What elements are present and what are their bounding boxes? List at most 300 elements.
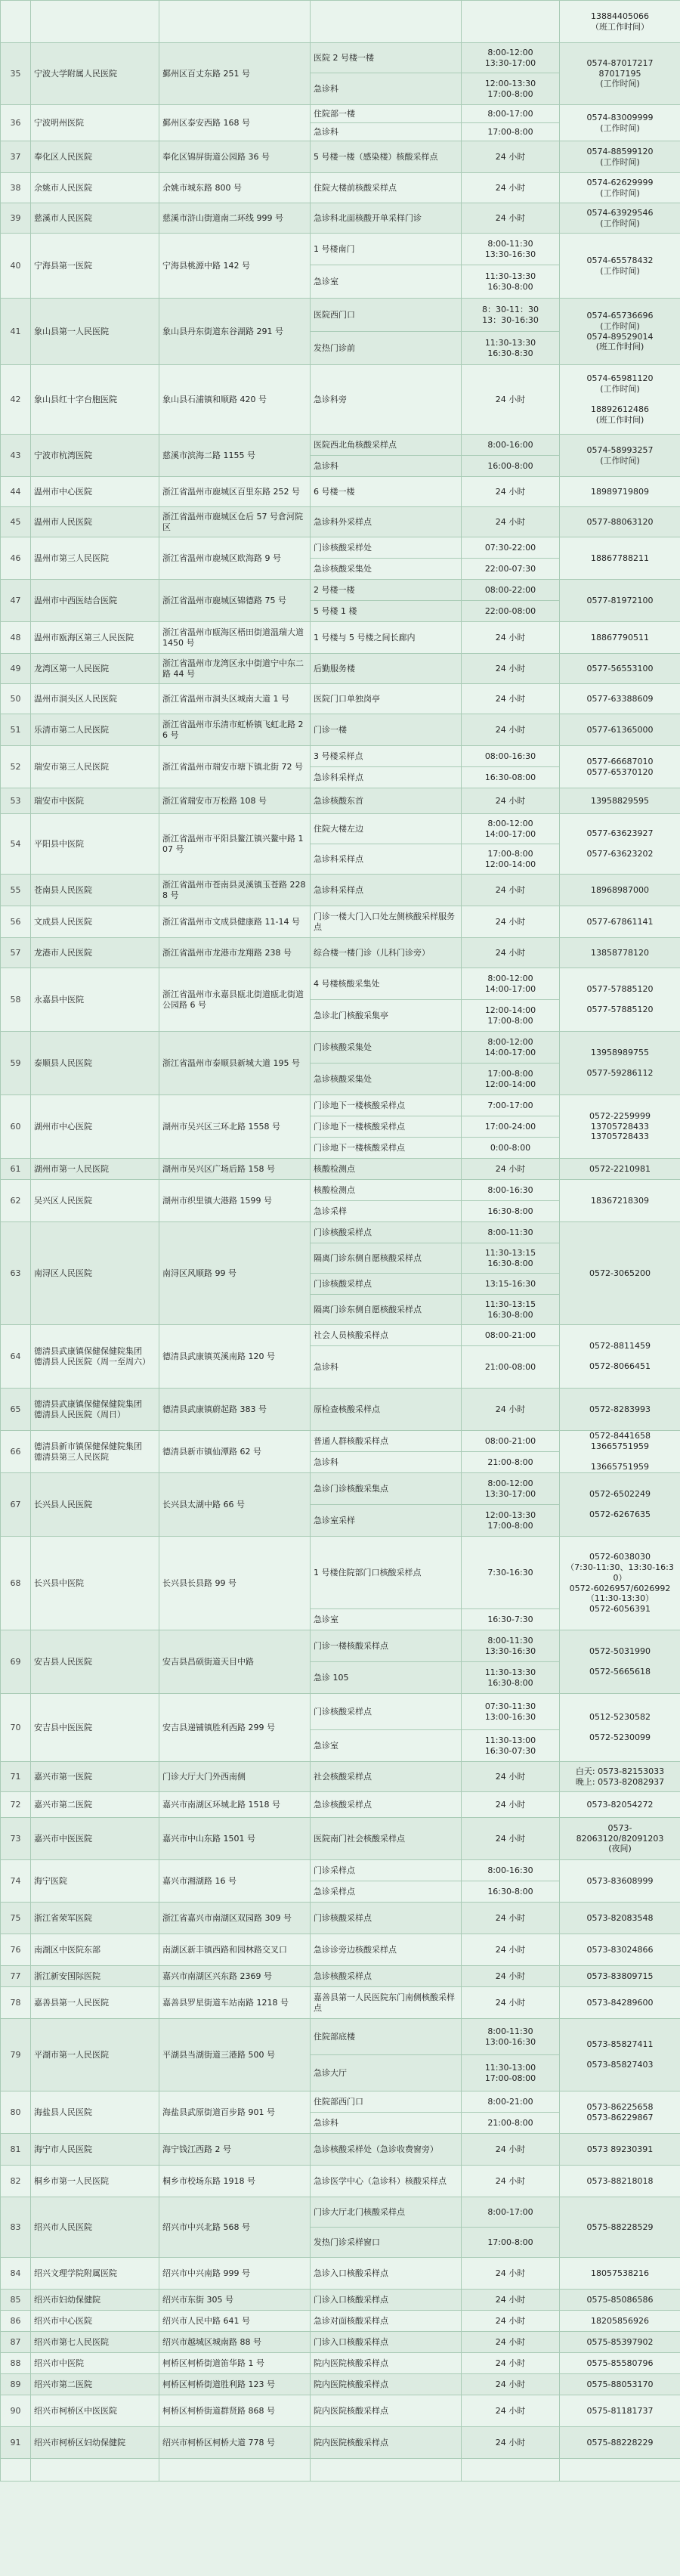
table-row <box>1 1473 680 1505</box>
hospital-name: 平阳县中医院 <box>31 814 159 875</box>
row-number: 65 <box>1 1389 31 1431</box>
contact-phone: 0572-3065200 <box>560 1222 680 1325</box>
hospital-name: 德清县武康镇保健保健院集团 德清县人民医院（周日） <box>31 1389 159 1431</box>
service-hours: 24 小时 <box>462 2353 560 2374</box>
table-row <box>1 746 680 767</box>
hospital-address: 浙江省温州市龙湾区永中街道宁中东二路 44 号 <box>159 654 311 684</box>
contact-phone: 18989719809 <box>560 477 680 507</box>
hospital-address: 象山县丹东街道东谷湖路 291 号 <box>159 299 311 365</box>
table-row <box>1 906 680 938</box>
row-number: 61 <box>1 1159 31 1180</box>
hospital-address: 柯桥区柯桥街道胜利路 123 号 <box>159 2374 311 2395</box>
contact-phone: 0573-82054272 <box>560 1792 680 1818</box>
hospital-address: 绍兴市东街 305 号 <box>159 2290 311 2311</box>
sampling-point: 门诊核酸采样处 <box>311 537 462 559</box>
hospital-address: 绍兴市柯桥区柯桥大道 778 号 <box>159 2427 311 2459</box>
row-number: 49 <box>1 654 31 684</box>
table-row <box>1 173 680 203</box>
service-hours: 24 小时 <box>462 141 560 173</box>
sampling-point: 住院大楼左边 <box>311 814 462 844</box>
contact-phone: 0577-66687010 0577-65370120 <box>560 746 680 788</box>
sampling-point: 门诊大厅北门核酸采样点 <box>311 2197 462 2228</box>
contact-phone: 0572-5031990 0572-5665618 <box>560 1630 680 1694</box>
hospital-address: 浙江省温州市鹿城区百里东路 252 号 <box>159 477 311 507</box>
sampling-point: 3 号楼采样点 <box>311 746 462 767</box>
row-number: 67 <box>1 1473 31 1537</box>
sampling-point: 核酸检测点 <box>311 1180 462 1201</box>
sampling-point: 综合楼一楼门诊（儿科门诊旁） <box>311 938 462 968</box>
row-number: 81 <box>1 2134 31 2166</box>
table-row <box>1 1222 680 1243</box>
contact-phone: 0574-65578432 (工作时间) <box>560 234 680 299</box>
service-hours: 24 小时 <box>462 906 560 938</box>
hospital-name: 湖州市第一人民医院 <box>31 1159 159 1180</box>
service-hours: 24 小时 <box>462 1966 560 1987</box>
contact-phone: 0572-8811459 0572-8066451 <box>560 1325 680 1389</box>
table-row <box>1 2091 680 2113</box>
contact-phone: 0575-88053170 <box>560 2374 680 2395</box>
sampling-point: 急诊科 <box>311 456 462 477</box>
service-hours: 21:00-8:00 <box>462 1452 560 1473</box>
hospital-address: 长兴县长县路 99 号 <box>159 1537 311 1630</box>
contact-phone: 0573-83608999 <box>560 1860 680 1903</box>
hospital-name: 南浔区人民医院 <box>31 1222 159 1325</box>
hospital-name: 海盐县人民医院 <box>31 2091 159 2134</box>
hospital-address: 柯桥区柯桥街道群贤路 868 号 <box>159 2395 311 2427</box>
service-hours: 22:00-07:30 <box>462 559 560 580</box>
service-hours: 24 小时 <box>462 1762 560 1792</box>
contact-phone: 0577-57885120 0577-57885120 <box>560 968 680 1032</box>
sampling-point: 急诊科 <box>311 2113 462 2134</box>
row-number: 91 <box>1 2427 31 2459</box>
table-row <box>1 537 680 559</box>
service-hours: 16:30-8:00 <box>462 1881 560 1903</box>
table-row <box>1 1032 680 1064</box>
row-number: 62 <box>1 1180 31 1222</box>
hospital-name: 桐乡市第一人民医院 <box>31 2166 159 2197</box>
service-hours: 11:30-13:15 16:30-8:00 <box>462 1243 560 1274</box>
sampling-point: 嘉善县第一人民医院东门南侧核酸采样点 <box>311 1987 462 2019</box>
hospital-name: 绍兴市妇幼保健院 <box>31 2290 159 2311</box>
sampling-point: 隔离门诊东侧自愿核酸采样点 <box>311 1295 462 1325</box>
hospital-address: 浙江省温州市乐清市虹桥镇飞虹北路 26 号 <box>159 714 311 746</box>
contact-phone: 18867788211 <box>560 537 680 580</box>
row-number: 52 <box>1 746 31 788</box>
sampling-point: 门诊地下一楼核酸采样点 <box>311 1138 462 1159</box>
service-hours: 21:00-8:00 <box>462 2113 560 2134</box>
hospital-name: 苍南县人民医院 <box>31 875 159 906</box>
hospital-address: 浙江省瑞安市万松路 108 号 <box>159 788 311 814</box>
row-number: 78 <box>1 1987 31 2019</box>
hospital-name: 平湖市第一人民医院 <box>31 2019 159 2091</box>
row-number: 56 <box>1 906 31 938</box>
table-row <box>1 2134 680 2166</box>
table-row <box>1 1903 680 1934</box>
hospital-name: 安吉县中医医院 <box>31 1694 159 1762</box>
sampling-point: 急诊核酸采集处 <box>311 559 462 580</box>
service-hours: 12:00-13:30 17:00-8:00 <box>462 1505 560 1537</box>
hospital-address: 平湖县当湖街道三港路 500 号 <box>159 2019 311 2091</box>
service-hours: 8:00-17:00 <box>462 105 560 123</box>
table-row <box>1 2197 680 2228</box>
service-hours: 21:00-08:00 <box>462 1346 560 1389</box>
sampling-point: 发热门诊前 <box>311 332 462 365</box>
contact-phone: 0572-6038030 （7:30-11:30、13:30-16:30） 0572-6026957/6026992 （11:30-13:30） 0572-6056391 <box>560 1537 680 1630</box>
hospital-name: 嘉兴市中医医院 <box>31 1818 159 1860</box>
sampling-point: 门诊核酸采样点 <box>311 1222 462 1243</box>
table-row <box>1 2290 680 2311</box>
table-row <box>1 2427 680 2459</box>
hospital-address: 鄞州区泰安西路 168 号 <box>159 105 311 141</box>
sampling-point: 6 号楼一楼 <box>311 477 462 507</box>
hospital-address: 浙江省温州市苍南县灵溪镇玉苍路 2288 号 <box>159 875 311 906</box>
hospital-address: 嘉兴市南湖区兴东路 2369 号 <box>159 1966 311 1987</box>
sampling-point: 急诊核酸采集处 <box>311 1064 462 1095</box>
table-row <box>1 1431 680 1452</box>
row-number: 43 <box>1 435 31 477</box>
service-hours: 24 小时 <box>462 622 560 654</box>
hospital-name: 温州市第三人民医院 <box>31 537 159 580</box>
service-hours: 8:00-12:00 14:00-17:00 <box>462 1032 560 1064</box>
row-number: 83 <box>1 2197 31 2258</box>
hospital-address: 德清县新市镇仙潭路 62 号 <box>159 1431 311 1473</box>
hospital-name: 温州市中心医院 <box>31 477 159 507</box>
hospital-address: 绍兴市中兴北路 568 号 <box>159 2197 311 2258</box>
hospital-name: 温州市瓯海区第三人民医院 <box>31 622 159 654</box>
hospital-name: 嘉善县第一人民医院 <box>31 1987 159 2019</box>
table-row <box>1 1762 680 1792</box>
hospital-name: 长兴县中医院 <box>31 1537 159 1630</box>
row-number: 75 <box>1 1903 31 1934</box>
table-row <box>1 1 680 43</box>
row-number: 70 <box>1 1694 31 1762</box>
table-row <box>1 1792 680 1818</box>
hospital-name: 余姚市人民医院 <box>31 173 159 203</box>
row-number: 68 <box>1 1537 31 1630</box>
contact-phone: 0574-58993257 (工作时间) <box>560 435 680 477</box>
sampling-point: 急诊室采样 <box>311 1505 462 1537</box>
service-hours: 24 小时 <box>462 1934 560 1966</box>
table-row <box>1 968 680 1000</box>
contact-phone: 0577-61365000 <box>560 714 680 746</box>
service-hours: 8:00-16:30 <box>462 1180 560 1201</box>
service-hours: 8:00-16:00 <box>462 435 560 456</box>
table-row <box>1 654 680 684</box>
hospital-name: 南湖区中医院东部 <box>31 1934 159 1966</box>
contact-phone: 18867790511 <box>560 622 680 654</box>
contact-phone: 0577-56553100 <box>560 654 680 684</box>
service-hours: 12:00-13:30 17:00-8:00 <box>462 73 560 105</box>
row-number: 41 <box>1 299 31 365</box>
sampling-point: 急诊科 <box>311 1452 462 1473</box>
row-number: 36 <box>1 105 31 141</box>
row-number: 42 <box>1 365 31 435</box>
hospital-name: 宁波明州医院 <box>31 105 159 141</box>
contact-phone: 0575-85086586 <box>560 2290 680 2311</box>
service-hours: 24 小时 <box>462 714 560 746</box>
contact-phone: 0573 89230391 <box>560 2134 680 2166</box>
hospital-address: 长兴县太湖中路 66 号 <box>159 1473 311 1537</box>
service-hours <box>462 2459 560 2482</box>
service-hours: 24 小时 <box>462 2374 560 2395</box>
hospital-name: 象山县红十字台胞医院 <box>31 365 159 435</box>
hospital-address: 海宁钱江西路 2 号 <box>159 2134 311 2166</box>
service-hours: 16:30-8:00 <box>462 1201 560 1222</box>
contact-phone: 18205856926 <box>560 2311 680 2332</box>
hospital-name: 慈溪市人民医院 <box>31 203 159 234</box>
service-hours: 8:00-11:30 13:00-16:30 <box>462 2019 560 2055</box>
sampling-point: 急诊医学中心（急诊科）核酸采样点 <box>311 2166 462 2197</box>
table-row <box>1 580 680 601</box>
contact-phone: 0572-8441658 13665751959 13665751959 <box>560 1431 680 1473</box>
sampling-point: 发热门诊采样窗口 <box>311 2228 462 2258</box>
contact-phone: 0573-83024866 <box>560 1934 680 1966</box>
hospital-name: 宁海县第一医院 <box>31 234 159 299</box>
contact-phone: 0574-65981120 (工作时间) 18892612486 (班工作时间) <box>560 365 680 435</box>
hospital-address: 绍兴市中兴南路 999 号 <box>159 2258 311 2290</box>
service-hours: 8:00-11:30 <box>462 1222 560 1243</box>
table-row <box>1 141 680 173</box>
service-hours: 8:00-17:00 <box>462 2197 560 2228</box>
hospital-address <box>159 1 311 43</box>
contact-phone: 0577-63388609 <box>560 684 680 714</box>
hospital-address: 绍兴市越城区城南路 88 号 <box>159 2332 311 2353</box>
sampling-point <box>311 2459 462 2482</box>
table-row <box>1 1818 680 1860</box>
hospital-name: 吴兴区人民医院 <box>31 1180 159 1222</box>
hospital-name: 乐清市第二人民医院 <box>31 714 159 746</box>
hospital-name <box>31 2459 159 2482</box>
sampling-point: 医院西门口 <box>311 299 462 332</box>
table-row <box>1 1630 680 1662</box>
table-row <box>1 1987 680 2019</box>
row-number: 59 <box>1 1032 31 1095</box>
contact-phone: 0573-82083548 <box>560 1903 680 1934</box>
sampling-point: 急诊核酸采样处（急诊收费窗旁） <box>311 2134 462 2166</box>
sampling-point: 医院门口单独岗亭 <box>311 684 462 714</box>
row-number: 63 <box>1 1222 31 1325</box>
sampling-point: 门诊地下一楼核酸采样点 <box>311 1095 462 1116</box>
hospital-address: 嘉兴市南湖区环城北路 1518 号 <box>159 1792 311 1818</box>
row-number: 46 <box>1 537 31 580</box>
service-hours: 07:30-22:00 <box>462 537 560 559</box>
sampling-point: 门诊入口核酸采样点 <box>311 2332 462 2353</box>
contact-phone: 0574-63929546 (工作时间) <box>560 203 680 234</box>
hospital-name: 泰顺县人民医院 <box>31 1032 159 1095</box>
sampling-point: 急诊核酸采样点 <box>311 1792 462 1818</box>
service-hours: 24 小时 <box>462 875 560 906</box>
table-row <box>1 2353 680 2374</box>
service-hours: 12:00-14:00 17:00-8:00 <box>462 1000 560 1032</box>
contact-phone: 0572-2210981 <box>560 1159 680 1180</box>
hospital-address: 德清县武康镇蔚起路 383 号 <box>159 1389 311 1431</box>
service-hours: 24 小时 <box>462 1987 560 2019</box>
table-row <box>1 814 680 844</box>
contact-phone: 0572-8283993 <box>560 1389 680 1431</box>
service-hours: 24 小时 <box>462 1389 560 1431</box>
row-number: 66 <box>1 1431 31 1473</box>
sampling-point: 门诊一楼大门入口处左侧核酸采样服务点 <box>311 906 462 938</box>
hospital-address: 门诊大厅大门外西南侧 <box>159 1762 311 1792</box>
service-hours: 08:00-16:30 <box>462 746 560 767</box>
hospital-address: 象山县石浦镇和顺路 420 号 <box>159 365 311 435</box>
service-hours: 24 小时 <box>462 2311 560 2332</box>
row-number: 39 <box>1 203 31 234</box>
service-hours <box>462 1 560 43</box>
row-number: 45 <box>1 507 31 537</box>
hospital-name: 浙江省荣军医院 <box>31 1903 159 1934</box>
hospital-name: 文成县人民医院 <box>31 906 159 938</box>
table-row <box>1 2459 680 2482</box>
row-number <box>1 2459 31 2482</box>
service-hours: 8:00-16:30 <box>462 1860 560 1881</box>
hospital-address: 慈溪市浒山街道南二环线 999 号 <box>159 203 311 234</box>
sampling-point: 医院西北角核酸采样点 <box>311 435 462 456</box>
sampling-point: 门诊核酸采集处 <box>311 1032 462 1064</box>
hospital-name: 湖州市中心医院 <box>31 1095 159 1159</box>
contact-phone: 0512-5230582 0572-5230099 <box>560 1694 680 1762</box>
service-hours: 08:00-21:00 <box>462 1325 560 1346</box>
sampling-point: 急诊科外采样点 <box>311 507 462 537</box>
service-hours: 16:30-7:30 <box>462 1609 560 1630</box>
service-hours: 08:00-21:00 <box>462 1431 560 1452</box>
sampling-point: 隔离门诊东侧自愿核酸采样点 <box>311 1243 462 1274</box>
sampling-point: 1 号楼住院部门口核酸采样点 <box>311 1537 462 1609</box>
row-number: 71 <box>1 1762 31 1792</box>
hospital-address: 浙江省嘉兴市南湖区双园路 309 号 <box>159 1903 311 1934</box>
table-row <box>1 507 680 537</box>
service-hours: 24 小时 <box>462 2258 560 2290</box>
table-row <box>1 2332 680 2353</box>
service-hours: 8：30-11：30 13：30-16:30 <box>462 299 560 332</box>
service-hours: 24 小时 <box>462 654 560 684</box>
table-row <box>1 1095 680 1116</box>
contact-phone: 0574-83009999 (工作时间) <box>560 105 680 141</box>
table-row <box>1 1966 680 1987</box>
hospital-address: 鄞州区百丈东路 251 号 <box>159 43 311 105</box>
sampling-point <box>311 1 462 43</box>
contact-phone: 0573-85827411 0573-85827403 <box>560 2019 680 2091</box>
contact-phone: 13958829595 <box>560 788 680 814</box>
sampling-point: 急诊入口核酸采样点 <box>311 2258 462 2290</box>
service-hours: 11:30-13:15 16:30-8:00 <box>462 1295 560 1325</box>
table-row <box>1 938 680 968</box>
hospital-address: 余姚市城东路 800 号 <box>159 173 311 203</box>
hospital-address: 安吉县昌硕街道天目中路 <box>159 1630 311 1694</box>
sampling-point: 急诊北门核酸采集亭 <box>311 1000 462 1032</box>
row-number: 86 <box>1 2311 31 2332</box>
hospital-address: 浙江省温州市龙港市龙翔路 238 号 <box>159 938 311 968</box>
hospital-name: 绍兴市柯桥区中医医院 <box>31 2395 159 2427</box>
sampling-point: 门诊核酸采样点 <box>311 1903 462 1934</box>
sampling-point: 急诊核酸采样点 <box>311 1966 462 1987</box>
hospital-address: 湖州市吴兴区广场后路 158 号 <box>159 1159 311 1180</box>
sampling-point: 医院 2 号楼一楼 <box>311 43 462 73</box>
sampling-point: 急诊室 <box>311 1609 462 1630</box>
table-row <box>1 714 680 746</box>
hospital-address: 德清县武康镇英溪南路 120 号 <box>159 1325 311 1389</box>
contact-phone: 0573-88218018 <box>560 2166 680 2197</box>
hospital-name: 安吉县人民医院 <box>31 1630 159 1694</box>
sampling-point: 5 号楼一楼（感染楼）核酸采样点 <box>311 141 462 173</box>
hospital-name: 温州市人民医院 <box>31 507 159 537</box>
hospital-address: 海盐县武原街道百步路 901 号 <box>159 2091 311 2134</box>
hospital-name: 嘉兴市第二医院 <box>31 1792 159 1818</box>
service-hours: 8:00-11:30 13:30-16:30 <box>462 234 560 265</box>
sampling-point: 住院部西门口 <box>311 2091 462 2113</box>
service-hours: 24 小时 <box>462 788 560 814</box>
contact-phone: 0574-62629999 (工作时间) <box>560 173 680 203</box>
sampling-point: 急诊采样 <box>311 1201 462 1222</box>
table-row <box>1 477 680 507</box>
contact-phone: 0575-88228229 <box>560 2427 680 2459</box>
table-row <box>1 234 680 265</box>
sampling-point: 急诊科 <box>311 123 462 141</box>
sampling-point: 急诊核酸东首 <box>311 788 462 814</box>
sampling-point: 急诊诊旁边核酸采样点 <box>311 1934 462 1966</box>
sampling-point: 院内医院核酸采样点 <box>311 2427 462 2459</box>
hospital-address: 浙江省温州市文成县健康路 11-14 号 <box>159 906 311 938</box>
sampling-point: 住院部一楼 <box>311 105 462 123</box>
hospital-name: 象山县第一人民医院 <box>31 299 159 365</box>
contact-phone: 13958989755 0577-59286112 <box>560 1032 680 1095</box>
row-number: 77 <box>1 1966 31 1987</box>
hospital-name: 温州市中西医结合医院 <box>31 580 159 622</box>
service-hours: 24 小时 <box>462 477 560 507</box>
contact-phone: 0573-83809715 <box>560 1966 680 1987</box>
sampling-point: 急诊科旁 <box>311 365 462 435</box>
sampling-point: 4 号楼核酸采集处 <box>311 968 462 1000</box>
row-number: 60 <box>1 1095 31 1159</box>
row-number: 88 <box>1 2353 31 2374</box>
hospital-address: 浙江省温州市瓯海区梧田街道温瑞大道 1450 号 <box>159 622 311 654</box>
row-number: 53 <box>1 788 31 814</box>
table-row <box>1 1389 680 1431</box>
sampling-point: 急诊采样点 <box>311 1881 462 1903</box>
hospital-name: 嘉兴市第一医院 <box>31 1762 159 1792</box>
sampling-point: 急诊室 <box>311 265 462 299</box>
row-number: 85 <box>1 2290 31 2311</box>
service-hours: 13:15-16:30 <box>462 1274 560 1295</box>
hospital-name: 浙江新安国际医院 <box>31 1966 159 1987</box>
sampling-point: 门诊核酸采样点 <box>311 1274 462 1295</box>
hospital-name: 绍兴市中医院 <box>31 2353 159 2374</box>
hospital-address: 安吉县递铺镇胜利西路 299 号 <box>159 1694 311 1762</box>
table-row <box>1 875 680 906</box>
service-hours: 24 小时 <box>462 2332 560 2353</box>
contact-phone: 0577-81972100 <box>560 580 680 622</box>
table-row <box>1 1159 680 1180</box>
hospital-name: 绍兴市中心医院 <box>31 2311 159 2332</box>
row-number: 44 <box>1 477 31 507</box>
contact-phone: 0577-67861141 <box>560 906 680 938</box>
service-hours: 07:30-11:30 13:00-16:30 <box>462 1694 560 1730</box>
table-row <box>1 1694 680 1730</box>
hospital-name: 绍兴市第二医院 <box>31 2374 159 2395</box>
sampling-point: 院内医院核酸采样点 <box>311 2353 462 2374</box>
sampling-point: 原检查核酸采样点 <box>311 1389 462 1431</box>
sampling-point: 急诊科 <box>311 1346 462 1389</box>
row-number: 58 <box>1 968 31 1032</box>
hospital-name: 德清县新市镇保健保健院集团 德清县第三人民医院 <box>31 1431 159 1473</box>
sampling-point: 急诊大厅 <box>311 2055 462 2091</box>
service-hours: 17:00-8:00 <box>462 2228 560 2258</box>
row-number: 79 <box>1 2019 31 2091</box>
row-number: 40 <box>1 234 31 299</box>
sampling-point: 1 号楼南门 <box>311 234 462 265</box>
table-row <box>1 2258 680 2290</box>
contact-phone: 0573-84289600 <box>560 1987 680 2019</box>
